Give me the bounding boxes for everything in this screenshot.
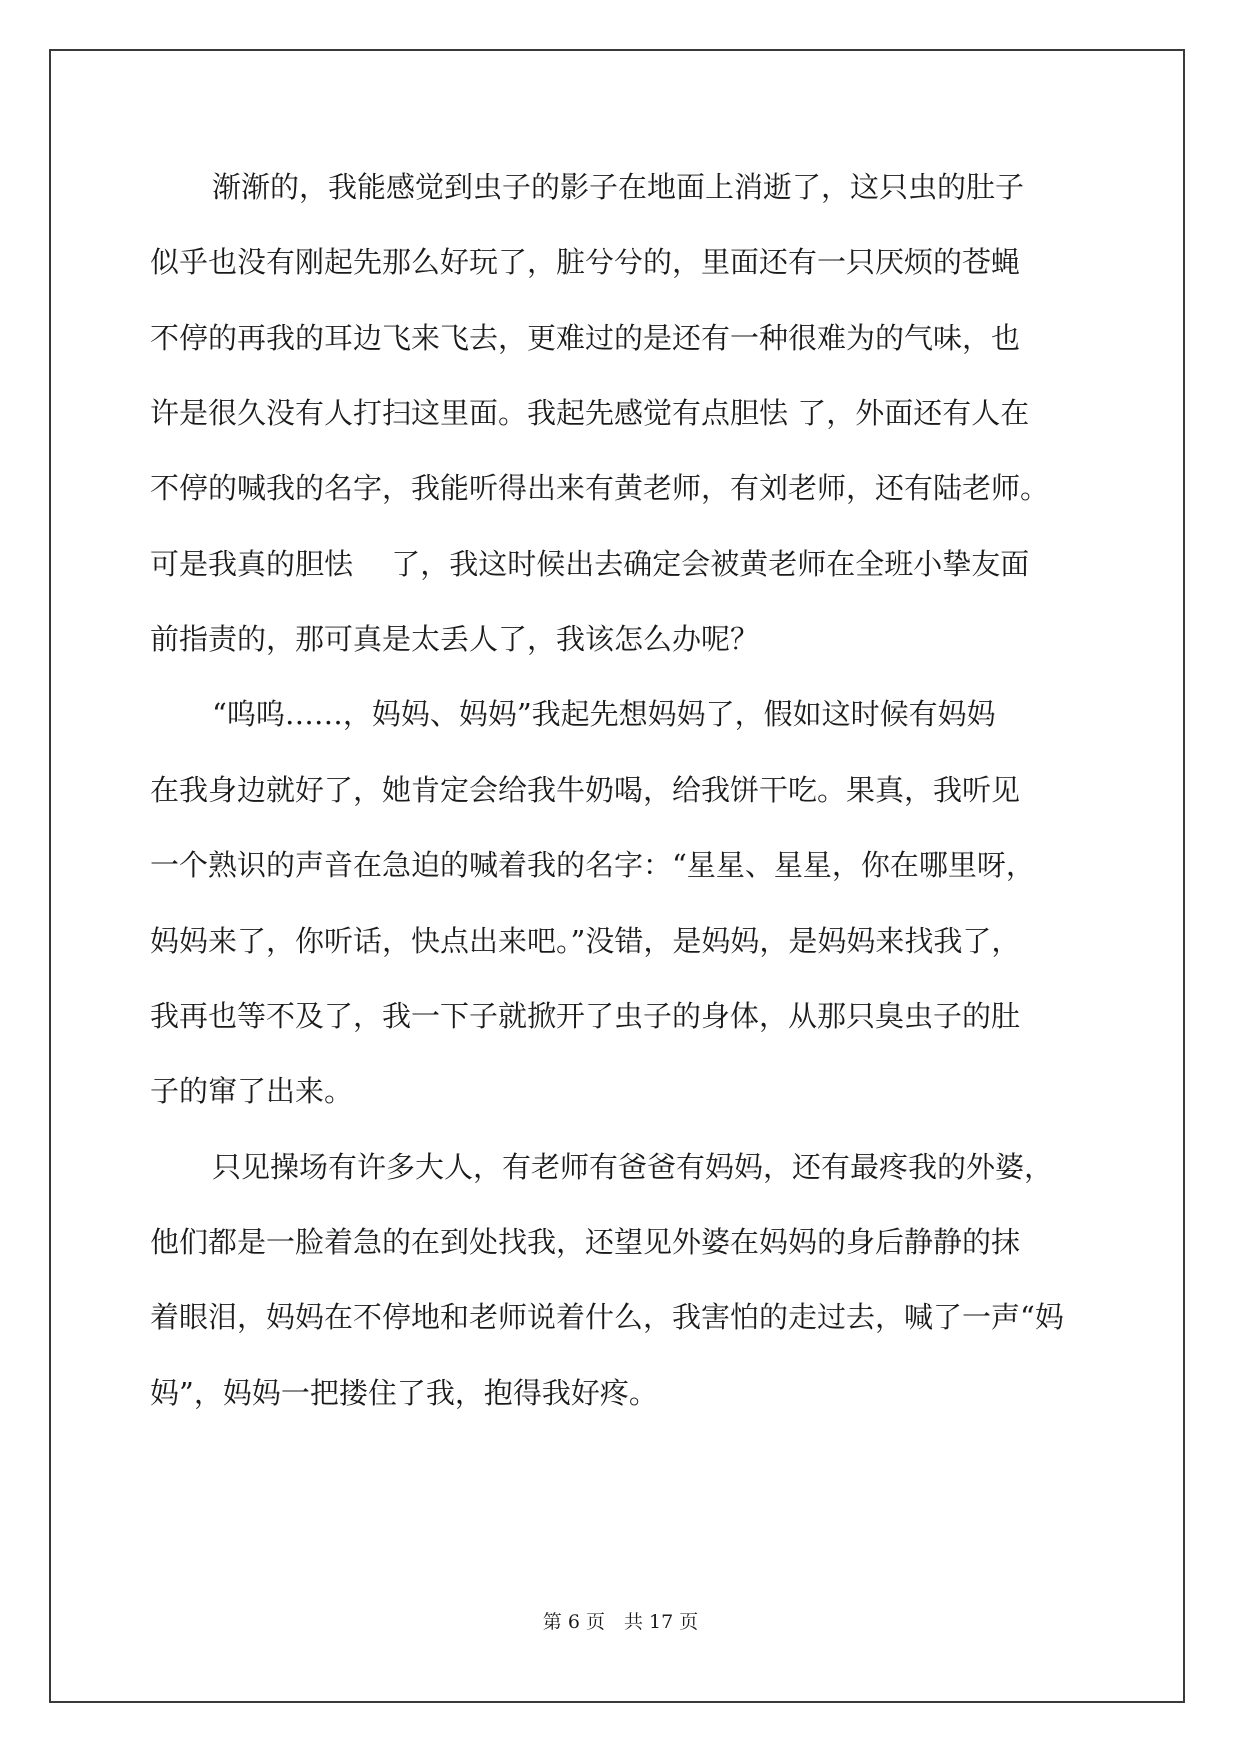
text-line: 只见操场有许多大人，有老师有爸爸有妈妈，还有最疼我的外婆， <box>212 1150 1054 1184</box>
text-line: 似乎也没有刚起先那么好玩了，脏兮兮的，里面还有一只厌烦的苍蝇 <box>150 245 1021 279</box>
text-line: 渐渐的，我能感觉到虫子的影子在地面上消逝了，这只虫的肚子 <box>212 170 1025 204</box>
text-line: 妈”，妈妈一把搂住了我，抱得我好疼。 <box>150 1376 658 1410</box>
text-line: 不停的喊我的名字，我能听得出来有黄老师，有刘老师，还有陆老师。 <box>150 471 1050 505</box>
text-line: “呜呜……，妈妈、妈妈”我起先想妈妈了，假如这时候有妈妈 <box>212 697 996 731</box>
text-line: 着眼泪，妈妈在不停地和老师说着什么，我害怕的走过去，喊了一声“妈 <box>150 1300 1064 1334</box>
text-line: 他们都是一脸着急的在到处找我，还望见外婆在妈妈的身后静静的抹 <box>150 1225 1021 1259</box>
text-line: 前指责的，那可真是太丢人了，我该怎么办呢？ <box>150 622 760 656</box>
text-line: 可是我真的胆怯 了，我这时候出去确定会被黄老师在全班小挚友面 <box>150 547 1030 581</box>
page-number-footer: 第 6 页 共 17 页 <box>542 1611 699 1633</box>
text-line: 我再也等不及了，我一下子就掀开了虫子的身体，从那只臭虫子的肚 <box>150 999 1021 1033</box>
text-line: 许是很久没有人打扫这里面。我起先感觉有点胆怯 了，外面还有人在 <box>150 396 1030 430</box>
text-line: 在我身边就好了，她肯定会给我牛奶喝，给我饼干吃。果真，我听见 <box>150 773 1021 807</box>
text-line: 不停的再我的耳边飞来飞去，更难过的是还有一种很难为的气味，也 <box>150 321 1021 355</box>
text-line: 妈妈来了，你听话，快点出来吧。”没错，是妈妈，是妈妈来找我了， <box>150 924 1021 958</box>
text-line: 子的窜了出来。 <box>150 1074 354 1108</box>
text-line: 一个熟识的声音在急迫的喊着我的名字：“星星、星星，你在哪里呀， <box>150 848 1035 882</box>
